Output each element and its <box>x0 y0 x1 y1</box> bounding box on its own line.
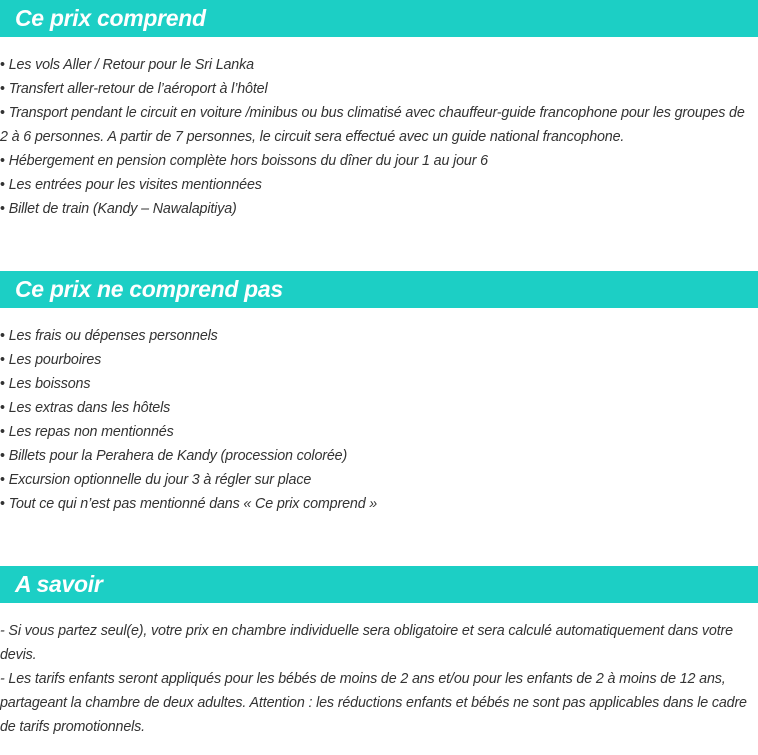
list-item-text: Billet de train (Kandy – Nawalapitiya) <box>8 201 237 217</box>
list-item <box>0 492 752 516</box>
bullet-icon: • <box>0 448 5 464</box>
not-included-list <box>0 324 752 516</box>
list-item-text: Tout ce qui n’est pas mentionné dans « Ce prix comprend » <box>8 496 378 512</box>
note-paragraph: - Les tarifs enfants seront appliqués pour les bébés de moins de 2 ans et/ou pour les enfants de 2 à moins de 12 ans, partageant la chambre de deux adultes. Attention : les réductions enfants et bébés ne sont pas applicables dans le cadre de tarifs promotionnels. <box>0 671 747 735</box>
section-header-included <box>0 0 758 37</box>
list-item-text: Billets pour la Perahera de Kandy (procession colorée) <box>8 448 348 464</box>
list-item-text: Transfert aller-retour de l’aéroport à l’hôtel <box>8 81 268 97</box>
list-item-text: Les frais ou dépenses personnels <box>8 328 218 344</box>
list-item <box>0 53 752 77</box>
list-item <box>0 420 752 444</box>
list-item <box>0 396 752 420</box>
list-item-text: Les repas non mentionnés <box>8 424 174 440</box>
section-title-not-included: Ce prix ne comprend pas <box>15 276 283 302</box>
bullet-icon: • <box>0 424 5 440</box>
bullet-icon: • <box>0 105 5 121</box>
list-item <box>0 324 752 348</box>
list-item-text: Les extras dans les hôtels <box>8 400 171 416</box>
bullet-icon: • <box>0 57 5 73</box>
bullet-icon: • <box>0 496 5 512</box>
section-title-good-to-know: A savoir <box>15 571 103 597</box>
bullet-icon: • <box>0 376 5 392</box>
bullet-icon: • <box>0 352 5 368</box>
list-item-text: Les pourboires <box>8 352 102 368</box>
list-item-text: Hébergement en pension complète hors boissons du dîner du jour 1 au jour 6 <box>8 153 488 169</box>
list-item-text: Les vols Aller / Retour pour le Sri Lanka <box>8 57 254 73</box>
list-item-text: Les entrées pour les visites mentionnées <box>8 177 262 193</box>
section-header-good-to-know <box>0 566 758 603</box>
list-item <box>0 173 752 197</box>
list-item <box>0 197 752 221</box>
bullet-icon: • <box>0 400 5 416</box>
good-to-know-notes <box>0 619 752 739</box>
bullet-icon: • <box>0 177 5 193</box>
bullet-icon: • <box>0 472 5 488</box>
list-item <box>0 468 752 492</box>
bullet-icon: • <box>0 153 5 169</box>
list-item <box>0 149 752 173</box>
list-item <box>0 372 752 396</box>
list-item-text: Les boissons <box>8 376 91 392</box>
included-list <box>0 53 752 221</box>
list-item <box>0 101 752 149</box>
bullet-icon: • <box>0 201 5 217</box>
bullet-icon: • <box>0 81 5 97</box>
list-item-text: Transport pendant le circuit en voiture /minibus ou bus climatisé avec chauffeur-guide francophone pour les groupes de 2 à 6 personnes. A partir de 7 personnes, le circuit sera effectué avec un guide national francophone. <box>0 105 745 145</box>
list-item <box>0 444 752 468</box>
list-item-text: Excursion optionnelle du jour 3 à régler sur place <box>8 472 312 488</box>
list-item <box>0 77 752 101</box>
section-title-included: Ce prix comprend <box>15 5 206 31</box>
note-paragraph: - Si vous partez seul(e), votre prix en chambre individuelle sera obligatoire et sera calculé automatiquement dans votre devis. <box>0 623 733 663</box>
bullet-icon: • <box>0 328 5 344</box>
section-header-not-included <box>0 271 758 308</box>
list-item <box>0 348 752 372</box>
